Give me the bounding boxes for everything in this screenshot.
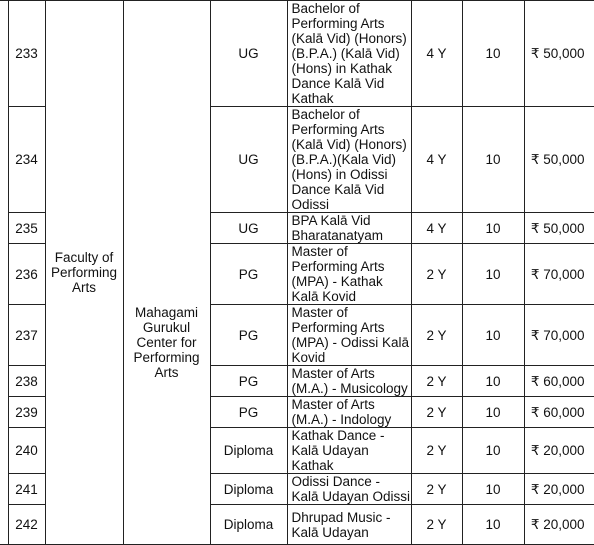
level-cell: PG <box>210 397 287 428</box>
seats-cell: 10 <box>462 1 524 107</box>
duration-cell: 4 Y <box>411 213 462 244</box>
program-cell: Dhrupad Music - Kalā Udayan <box>287 505 411 545</box>
serial-number: 242 <box>8 505 45 545</box>
left-edge <box>0 1 8 545</box>
duration-cell: 2 Y <box>411 474 462 505</box>
program-cell: Master of Arts (M.A.) - Musicology <box>287 366 411 397</box>
program-cell: Master of Performing Arts (MPA) - Kathak Kalā Kovid <box>287 244 411 305</box>
table-body <box>0 1 594 545</box>
program-cell: Bachelor of Performing Arts (Kalā Vid) (Honors) (B.P.A.) (Kalā Vid) (Hons) in Kathak Dance Kalā Vid Kathak <box>287 1 411 107</box>
serial-number: 239 <box>8 397 45 428</box>
level-cell: UG <box>210 1 287 107</box>
duration-cell: 2 Y <box>411 366 462 397</box>
program-cell: BPA Kalā Vid Bharatanatyam <box>287 213 411 244</box>
serial-number: 238 <box>8 366 45 397</box>
program-cell: Master of Arts (M.A.) - Indology <box>287 397 411 428</box>
level-cell: PG <box>210 305 287 366</box>
fee-cell: ₹ 60,000 <box>524 366 594 397</box>
fee-cell: ₹ 70,000 <box>524 244 594 305</box>
duration-cell: 4 Y <box>411 1 462 107</box>
seats-cell: 10 <box>462 428 524 474</box>
serial-number: 241 <box>8 474 45 505</box>
fee-cell: ₹ 70,000 <box>524 305 594 366</box>
duration-cell: 2 Y <box>411 505 462 545</box>
serial-number: 236 <box>8 244 45 305</box>
seats-cell: 10 <box>462 505 524 545</box>
duration-cell: 2 Y <box>411 397 462 428</box>
program-cell: Kathak Dance - Kalā Udayan Kathak <box>287 428 411 474</box>
duration-cell: 2 Y <box>411 428 462 474</box>
center-cell: Mahagami Gurukul Center for Performing Arts <box>123 1 210 545</box>
level-cell: PG <box>210 244 287 305</box>
fee-cell: ₹ 50,000 <box>524 107 594 213</box>
fee-cell: ₹ 20,000 <box>524 428 594 474</box>
table-row <box>0 1 594 107</box>
level-cell: PG <box>210 366 287 397</box>
level-cell: Diploma <box>210 428 287 474</box>
seats-cell: 10 <box>462 244 524 305</box>
program-cell: Bachelor of Performing Arts (Kalā Vid) (Honors) (B.P.A.)(Kala Vid) (Hons) in Odissi Dance Kalā Vid Odissi <box>287 107 411 213</box>
fee-cell: ₹ 20,000 <box>524 505 594 545</box>
level-cell: UG <box>210 107 287 213</box>
duration-cell: 4 Y <box>411 107 462 213</box>
serial-number: 240 <box>8 428 45 474</box>
serial-number: 234 <box>8 107 45 213</box>
fee-cell: ₹ 50,000 <box>524 213 594 244</box>
level-cell: UG <box>210 213 287 244</box>
seats-cell: 10 <box>462 366 524 397</box>
serial-number: 233 <box>8 1 45 107</box>
seats-cell: 10 <box>462 107 524 213</box>
faculty-cell: Faculty of Performing Arts <box>45 1 123 545</box>
seats-cell: 10 <box>462 305 524 366</box>
program-cell: Odissi Dance - Kalā Udayan Odissi <box>287 474 411 505</box>
level-cell: Diploma <box>210 505 287 545</box>
serial-number: 237 <box>8 305 45 366</box>
seats-cell: 10 <box>462 213 524 244</box>
fee-cell: ₹ 20,000 <box>524 474 594 505</box>
seats-cell: 10 <box>462 474 524 505</box>
duration-cell: 2 Y <box>411 244 462 305</box>
fee-cell: ₹ 60,000 <box>524 397 594 428</box>
fee-cell: ₹ 50,000 <box>524 1 594 107</box>
seats-cell: 10 <box>462 397 524 428</box>
program-cell: Master of Performing Arts (MPA) - Odissi Kalā Kovid <box>287 305 411 366</box>
duration-cell: 2 Y <box>411 305 462 366</box>
level-cell: Diploma <box>210 474 287 505</box>
serial-number: 235 <box>8 213 45 244</box>
